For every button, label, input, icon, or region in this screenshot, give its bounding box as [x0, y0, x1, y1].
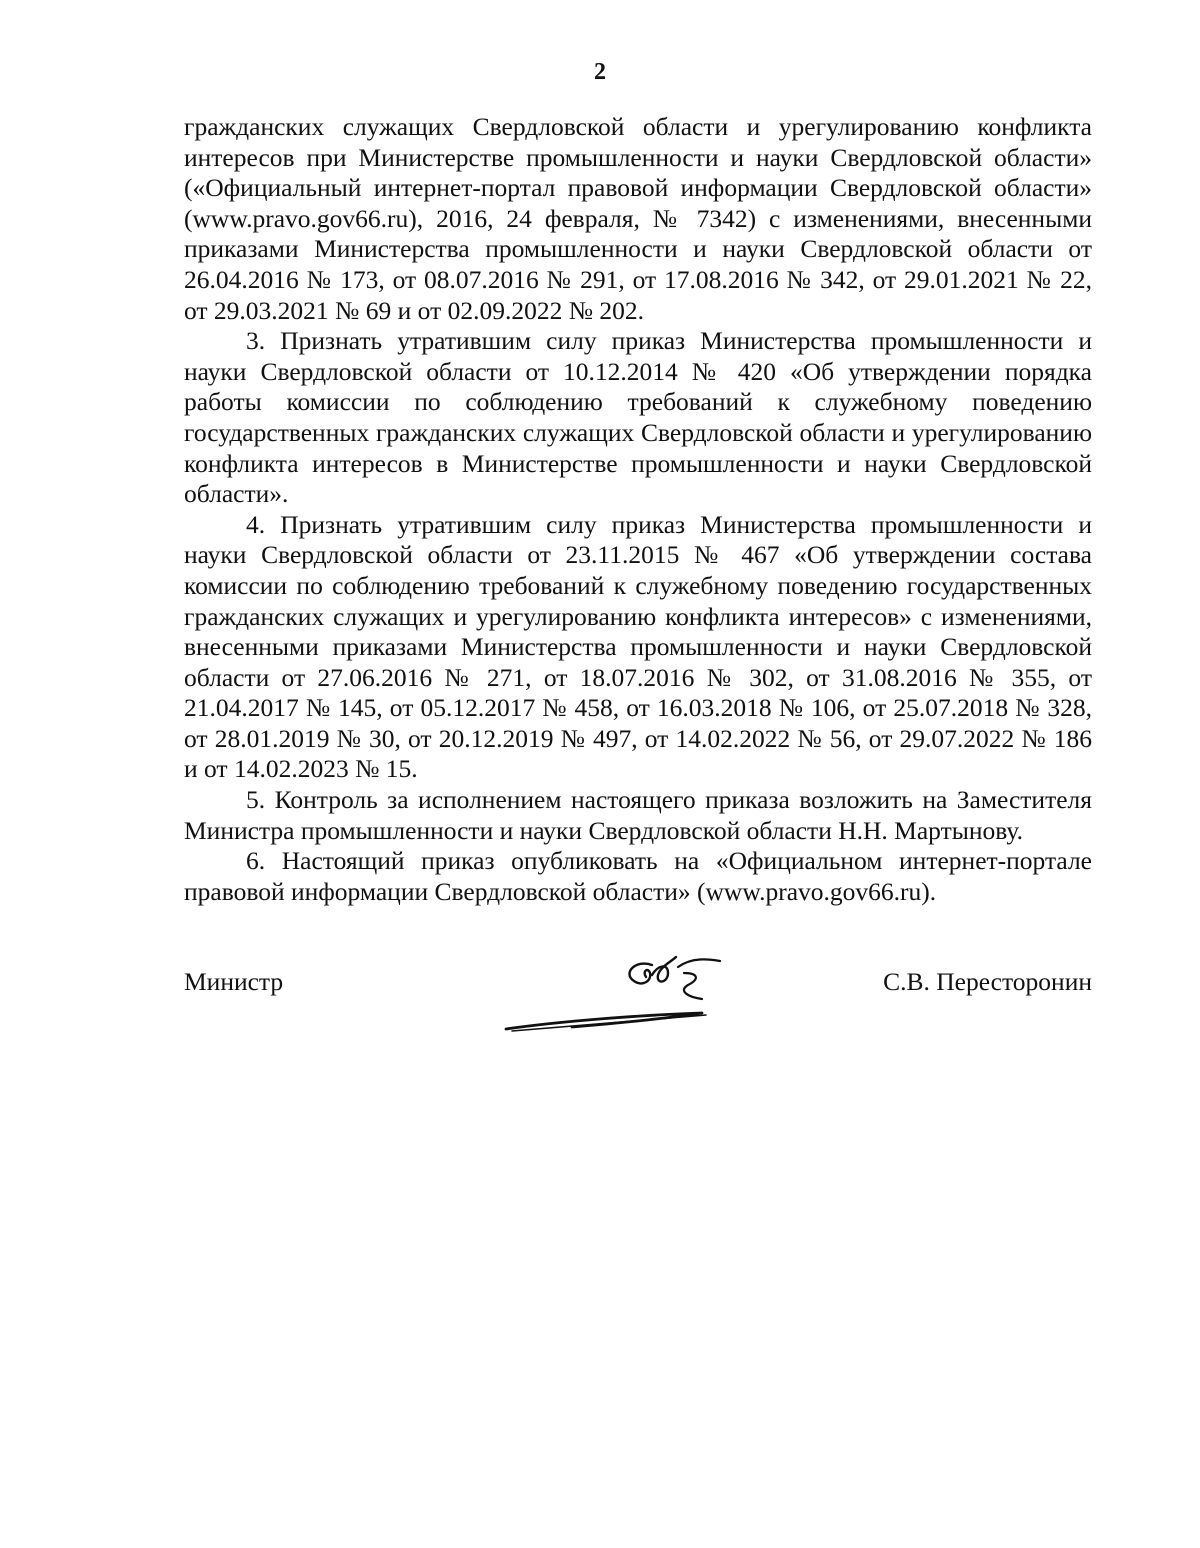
handwritten-signature	[502, 945, 752, 1045]
paragraph-continuation: гражданских служащих Свердловской области и урегулированию конфликта интересов при Министерстве промышленности и науки Свердловской области» («Официальный интернет-портал правовой информации Свердловской области» (www.pravo.gov66.ru), 2016, 24 февраля, № 7342) с изменениями, внесенными приказами Министерства промышленности и науки Свердловской области от 26.04.2016 № 173, от 08.07.2016 № 291, от 17.08.2016 № 342, от 29.01.2021 № 22, от 29.03.2021 № 69 и от 02.09.2022 № 202.	[184, 112, 1092, 325]
page-number: 2	[594, 59, 606, 85]
signer-name: С.В. Пересторонин	[883, 967, 1092, 996]
paragraph-item-3: 3. Признать утратившим силу приказ Министерства промышленности и науки Свердловской области от 10.12.2014 № 420 «Об утверждении порядка работы комиссии по соблюдению требований к служебному поведению государственных гражданских служащих Свердловской области и урегулированию конфликта интересов в Министерстве промышленности и науки Свердловской области».	[184, 326, 1092, 509]
paragraph-item-4: 4. Признать утратившим силу приказ Министерства промышленности и науки Свердловской области от 23.11.2015 № 467 «Об утверждении состава комиссии по соблюдению требований к служебному поведению государственных гражданских служащих и урегулированию конфликта интересов» с изменениями, внесенными приказами Министерства промышленности и науки Свердловской области от 27.06.2016 № 271, от 18.07.2016 № 302, от 31.08.2016 № 355, от 21.04.2017 № 145, от 05.12.2017 № 458, от 16.03.2018 № 106, от 25.07.2018 № 328, от 28.01.2019 № 30, от 20.12.2019 № 497, от 14.02.2022 № 56, от 29.07.2022 № 186 и от 14.02.2023 № 15.	[184, 509, 1092, 784]
signer-position: Министр	[184, 967, 284, 996]
paragraph-item-5: 5. Контроль за исполнением настоящего приказа возложить на Заместителя Министра промышленности и науки Свердловской области Н.Н. Мартынову.	[184, 785, 1092, 845]
paragraph-item-6: 6. Настоящий приказ опубликовать на «Официальном интернет-портале правовой информации Свердловской области» (www.pravo.gov66.ru).	[184, 846, 1092, 906]
signature-block	[184, 945, 1092, 1055]
document-body	[184, 112, 1092, 907]
